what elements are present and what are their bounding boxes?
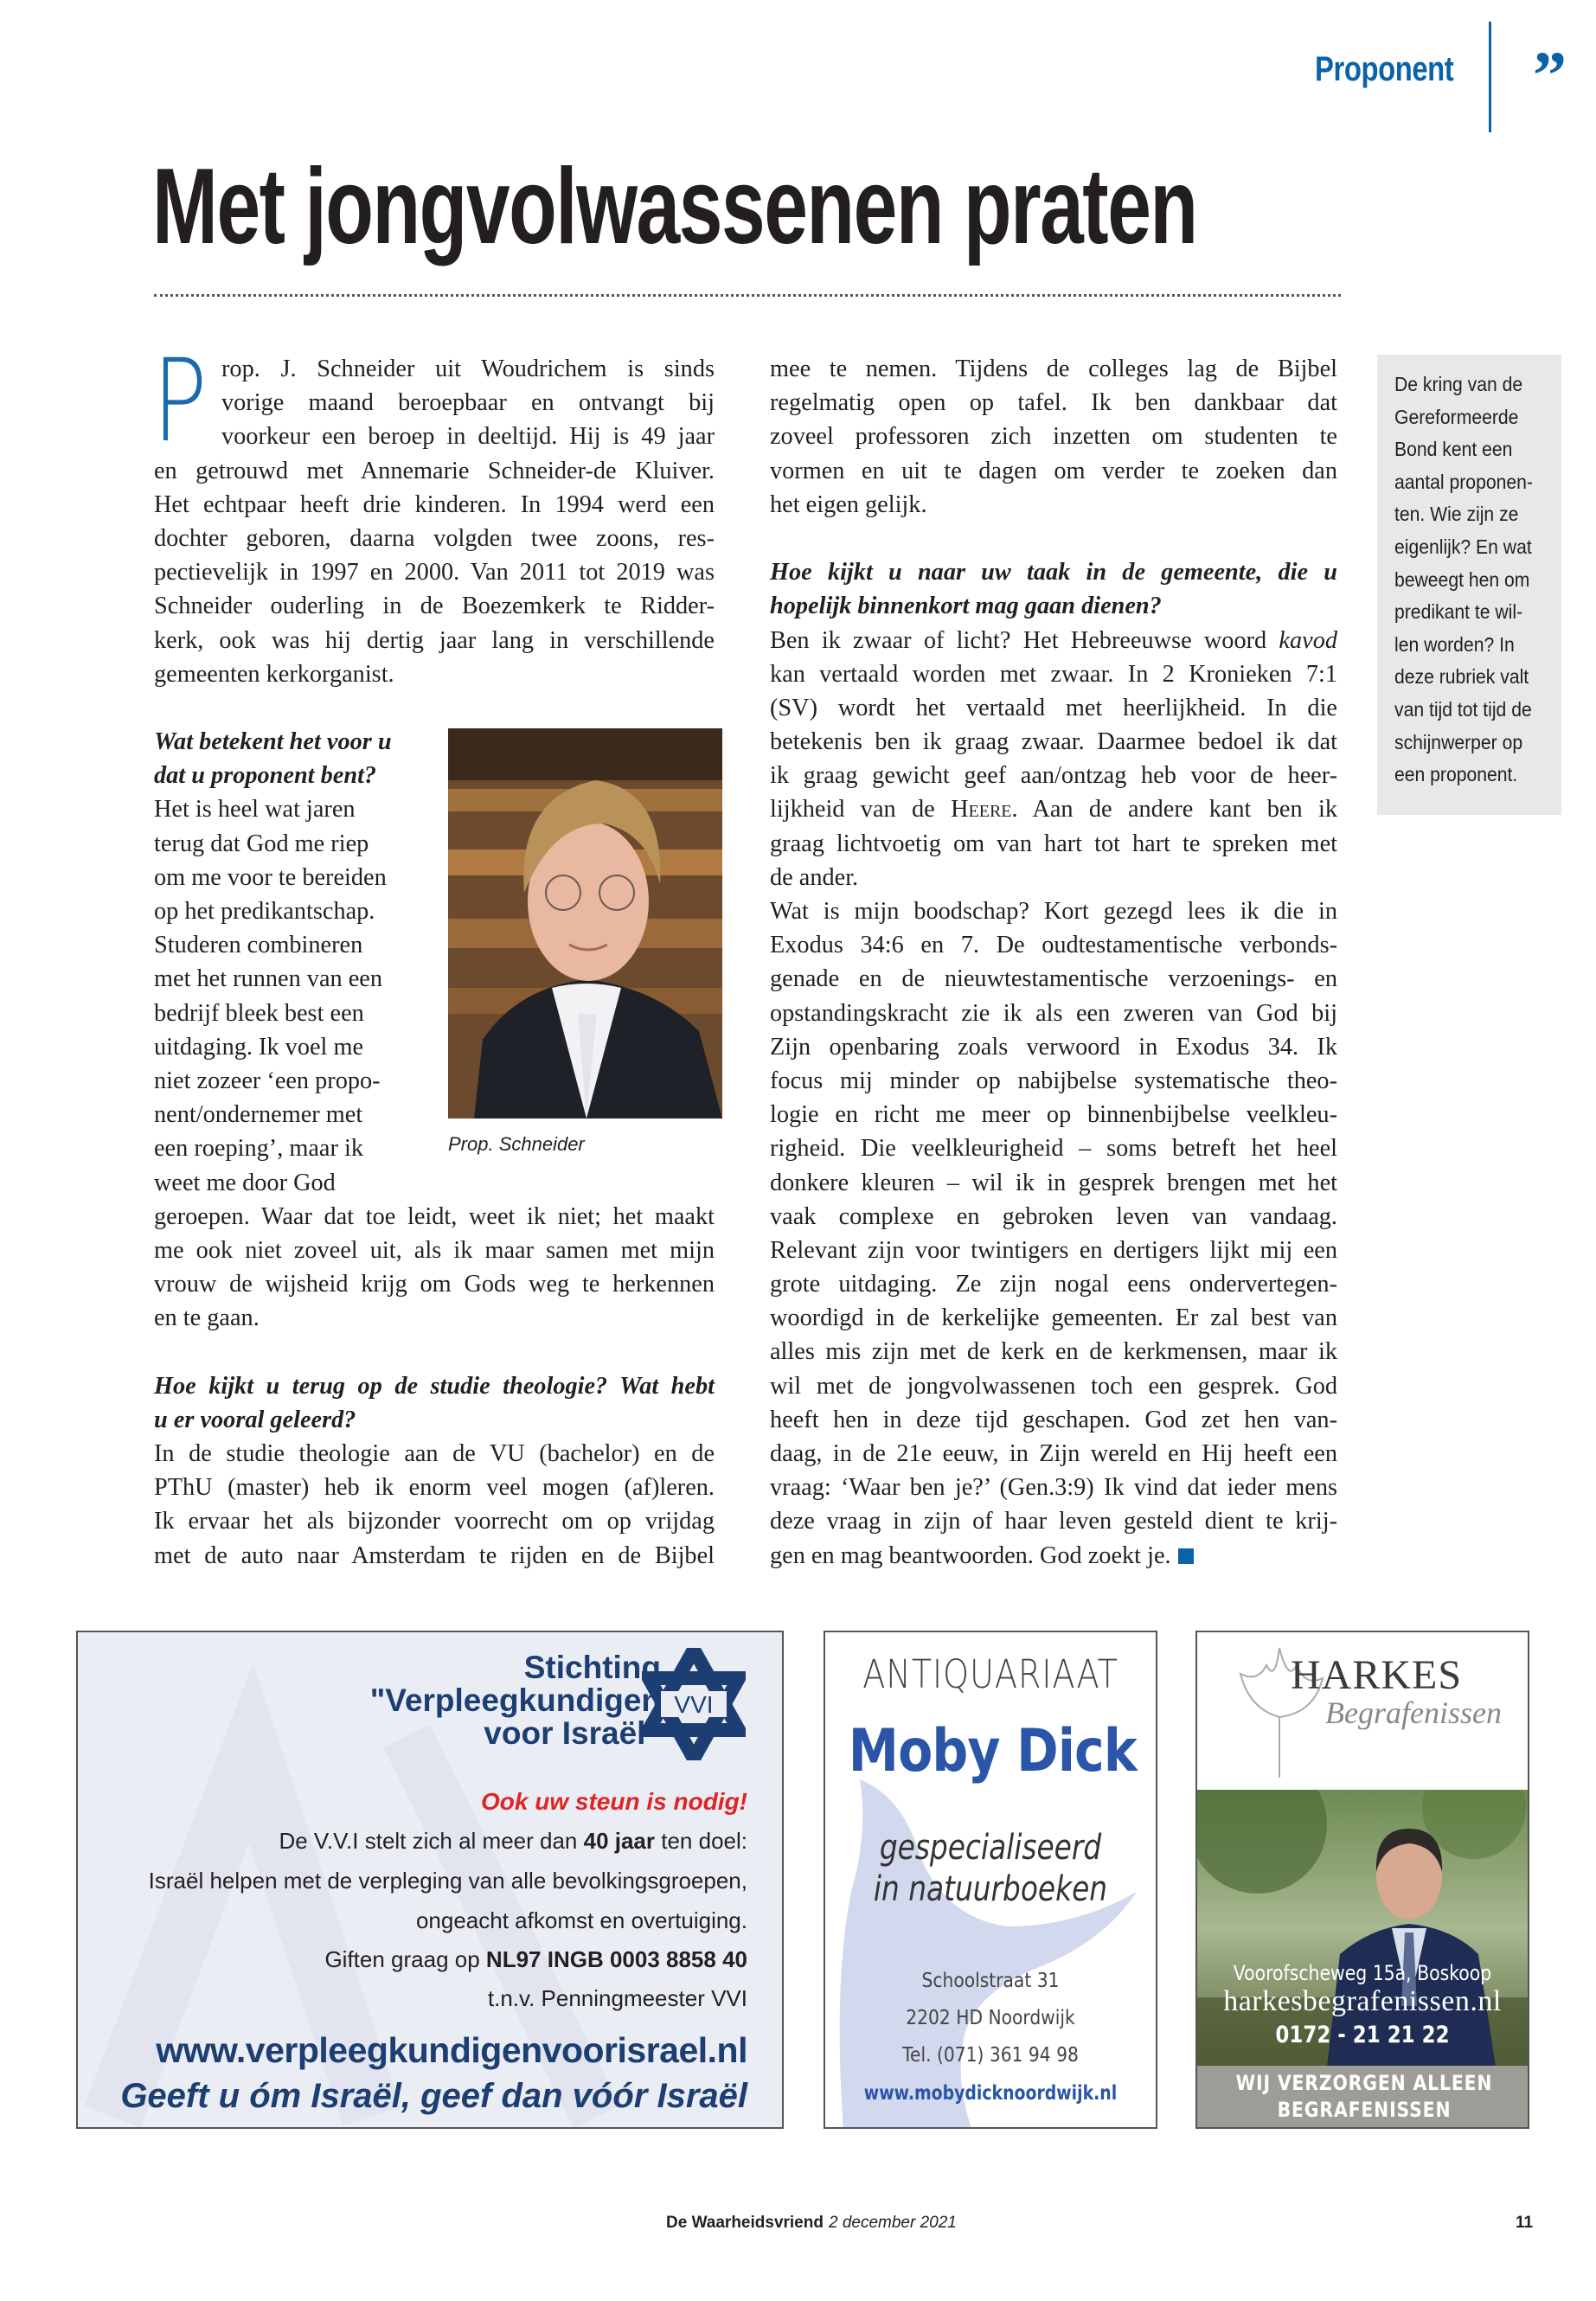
- text-line: [154, 1234, 715, 1267]
- question-line: [770, 555, 1337, 589]
- moby-phone: Tel. (071) 361 94 98: [902, 2044, 1079, 2067]
- text-segment: hopelijk binnenkort mag gaan dienen?: [770, 593, 1162, 620]
- sidebar-line: eigenlijk? En wat: [1394, 535, 1532, 558]
- text-segment: donkere kleuren – wil ik in gesprek brengen met het: [770, 1169, 1337, 1196]
- text-line: [770, 1437, 1337, 1471]
- text-line: [154, 1301, 715, 1335]
- text-line: [770, 861, 1337, 894]
- text-line: [770, 1131, 1337, 1165]
- text-line: [154, 1267, 715, 1301]
- end-mark-square-icon: [1178, 1548, 1194, 1564]
- text-line: [154, 555, 715, 589]
- text-segment: en te gaan.: [154, 1304, 260, 1332]
- text-segment: ik graag gewicht geef aan/ontzag heb voor de heer-: [770, 762, 1337, 790]
- text-segment: me ook niet zoveel uit, als ik maar samen met mijn: [154, 1236, 715, 1264]
- text-segment: Schneider ouderling in de Boezemkerk te Ridder-: [154, 593, 715, 620]
- text-segment: kerk, ook was hij dertig jaar lang in verschillende: [154, 626, 715, 654]
- vvi-slogan: Geeft u óm Israël, geef dan vóór Israël: [120, 2077, 747, 2115]
- moby-city: 2202 HD Noordwijk: [906, 2007, 1075, 2029]
- text-segment: uitdaging. Ik voel me: [154, 1033, 364, 1061]
- text-segment: mee te nemen. Tijdens de colleges lag de Bijbel: [770, 356, 1337, 382]
- text-line: [770, 624, 1337, 657]
- text-segment: Ben ik zwaar of licht? Het Hebreeuwse woord: [770, 626, 1279, 654]
- text-segment: het eigen gelijk.: [770, 490, 927, 518]
- text-line: [770, 792, 1337, 826]
- text-line: [154, 386, 715, 420]
- text-segment: heeft hen in deze tijd geschapen. God zet hen van-: [770, 1406, 1337, 1433]
- text-line: [770, 1539, 1337, 1573]
- text-segment: deze vraag in zijn of haar leven gesteld dient te krij-: [770, 1508, 1337, 1535]
- text-segment: logie en richt me meer op binnenbijbelse veelkleu-: [770, 1101, 1337, 1129]
- intro-sidebar: [1377, 355, 1561, 815]
- moby-kicker: ANTIQUARIAAT: [862, 1651, 1118, 1697]
- text-segment: wil met de jongvolwassenen toch een gesprek. God: [770, 1372, 1337, 1400]
- portrait-photo: [448, 728, 722, 1118]
- text-segment: PThU (master) heb ik enorm veel mogen (af)leren.: [154, 1474, 715, 1502]
- text-line: [770, 1471, 1337, 1504]
- text-segment: grote uitdaging. Ze zijn nogal eens ondervertegen-: [770, 1271, 1337, 1298]
- text-segment: op het predikantschap.: [154, 898, 375, 925]
- text-segment: gen en mag beantwoorden. God zoekt je.: [770, 1541, 1171, 1569]
- text-segment: alles mis zijn met de kerk en de kerkmensen, maar ik: [770, 1338, 1337, 1366]
- title-divider: [154, 294, 1341, 297]
- text-segment: bedrijf bleek best een: [154, 999, 364, 1027]
- text-line: [770, 894, 1337, 928]
- paragraph-gap: [154, 691, 715, 725]
- text-line: [770, 827, 1337, 861]
- section-label: Proponent: [1315, 50, 1454, 88]
- text-line: [154, 420, 715, 453]
- question-line: [154, 759, 413, 792]
- text-segment: dat u proponent bent?: [154, 762, 377, 790]
- harkes-url-link[interactable]: harkesbegrafenissen.nl: [1223, 1985, 1502, 2017]
- text-segment: lijkheid van de: [770, 796, 952, 824]
- text-segment: graag lichtvoetig om van hart tot hart te spreken met: [770, 830, 1337, 857]
- moby-spec: in natuurboeken: [873, 1869, 1108, 1909]
- text-line: [770, 725, 1337, 759]
- text-segment: In de studie theologie aan de VU (bachelor) en de: [154, 1440, 715, 1467]
- text-line: [154, 1166, 413, 1200]
- sidebar-line: De kring van de: [1394, 373, 1523, 395]
- text-segment: de ander.: [770, 863, 859, 891]
- text-line: [770, 1403, 1337, 1437]
- vvi-line: Israël helpen met de verpleging van alle bevolkingsgroepen,: [148, 1868, 747, 1894]
- article-title: Met jongvolwassenen praten: [152, 147, 1197, 266]
- text-segment: niet zozeer ‘een propo-: [154, 1067, 381, 1094]
- text-line: [154, 997, 413, 1030]
- small-caps-term: Heere: [951, 796, 1012, 824]
- text-line: [770, 420, 1337, 453]
- text-line: [154, 454, 715, 488]
- sidebar-line: len worden? In: [1394, 632, 1515, 656]
- text-segment: terug dat God me riep: [154, 830, 369, 857]
- question-line: [154, 1369, 715, 1403]
- text-segment: vrouw de wijsheid krijg om Gods weg te herkennen: [154, 1271, 715, 1298]
- bold-text: 40 jaar: [583, 1828, 656, 1854]
- text-line: [154, 827, 413, 861]
- text-segment: dochter geboren, daarna volgden twee zoons, res-: [154, 524, 715, 552]
- footer-publication: [666, 2214, 957, 2233]
- text-line: [770, 997, 1337, 1030]
- text-line: [154, 1539, 715, 1573]
- text-line: [770, 1166, 1337, 1200]
- text-line: [154, 1064, 413, 1098]
- sidebar-line: schijnwerper op: [1394, 730, 1523, 753]
- page-number: 11: [1516, 2214, 1534, 2232]
- question-line: [770, 589, 1337, 623]
- sidebar-line: Gereformeerde: [1394, 405, 1519, 428]
- text-line: [154, 1437, 715, 1471]
- text-line: [154, 894, 413, 928]
- text-segment: u er vooral geleerd?: [154, 1406, 356, 1433]
- question-line: [154, 1403, 715, 1437]
- text-line: [154, 792, 413, 826]
- text-line: [770, 1267, 1337, 1301]
- moby-street: Schoolstraat 31: [921, 1970, 1060, 1992]
- italic-term: kavod: [1279, 626, 1337, 654]
- text-line: [154, 1200, 715, 1234]
- text-line: [770, 759, 1337, 792]
- text-line: [770, 1234, 1337, 1267]
- harkes-address: Voorofscheweg 15a, Boskoop: [1233, 1961, 1492, 1985]
- text-segment: Relevant zijn voor twintigers en dertigers lijkt mij een: [770, 1236, 1337, 1264]
- text-segment: nent/ondernemer met: [154, 1101, 363, 1129]
- photo-caption: Prop. Schneider: [448, 1133, 585, 1155]
- text-segment: opstandingskracht zie ik als een zweren van God bij: [770, 999, 1337, 1027]
- text-line: [770, 1098, 1337, 1131]
- issue-date: 2 december 2021: [828, 2214, 957, 2232]
- text-segment: vraag: ‘Waar ben je?’ (Gen.3:9) Ik vind dat ieder mens: [770, 1474, 1337, 1502]
- text-segment: Wat betekent het voor u: [154, 728, 392, 756]
- vvi-title-line: "Verpleegkundigen: [369, 1682, 661, 1718]
- sidebar-line: deze rubriek valt: [1394, 665, 1529, 689]
- paragraph-gap: [770, 522, 1337, 555]
- text-segment: Het is heel wat jaren: [154, 796, 356, 824]
- text-segment: focus mij minder op nabijbelse systematische theo-: [770, 1067, 1337, 1094]
- harkes-band: [1197, 2066, 1529, 2129]
- vvi-line: ongeacht afkomst en overtuiging.: [415, 1907, 747, 1933]
- text-segment: kan vertaald worden met zwaar. In 2 Kronieken 7:1: [770, 660, 1337, 688]
- text-segment: en getrouwd met Annemarie Schneider-de Kluiver.: [154, 457, 715, 484]
- ad-vvi[interactable]: [76, 1631, 784, 2129]
- sidebar-line: beweegt hen om: [1394, 567, 1530, 591]
- text-line: [154, 657, 715, 691]
- text-segment: Hoe kijkt u terug op de studie theologie? Wat hebt: [154, 1372, 715, 1400]
- text-segment: . Aan de andere kant ben ik: [1011, 796, 1337, 824]
- vvi-line: [279, 1828, 747, 1855]
- text-line: [770, 488, 1337, 522]
- text-line: [154, 1504, 715, 1538]
- vvi-title-line: Stichting: [523, 1650, 661, 1685]
- text-line: [770, 928, 1337, 962]
- section-divider: [1489, 22, 1491, 132]
- text-line: [154, 1471, 715, 1504]
- moby-name: Moby Dick: [848, 1717, 1137, 1785]
- text-line: [770, 454, 1337, 488]
- text-segment: genade en de nieuwtestamentische verzoenings- en: [770, 965, 1337, 993]
- text-segment: vormen en uit te dagen om verder te zoeken dan: [770, 457, 1337, 484]
- text-segment: zoveel professoren zich inzetten om studenten te: [770, 423, 1337, 451]
- text-segment: Het echtpaar heeft drie kinderen. In 1994 werd een: [154, 490, 715, 518]
- question-line: [154, 725, 413, 759]
- vvi-tagline: Ook uw steun is nodig!: [481, 1788, 747, 1815]
- text-line: [770, 691, 1337, 725]
- ad-moby-dick[interactable]: [824, 1631, 1157, 2129]
- text-line: [770, 1335, 1337, 1368]
- text-line: [154, 624, 715, 657]
- text-segment: een roeping’, maar ik: [154, 1135, 363, 1163]
- text: De V.V.I stelt zich al meer dan: [279, 1828, 584, 1854]
- iban: NL97 INGB 0003 8858 40: [485, 1946, 747, 1972]
- text-line: [154, 1098, 413, 1131]
- text-segment: daag, in de 21e eeuw, in Zijn wereld en Hij heeft een: [770, 1440, 1337, 1467]
- text-segment: regelmatig open op tafel. Ik ben dankbaar dat: [770, 389, 1337, 417]
- text-segment: Wat is mijn boodschap? Kort gezegd lees ik die in: [770, 898, 1337, 925]
- text-line: [154, 861, 413, 894]
- drop-cap: P: [152, 335, 208, 468]
- text-segment: Ik ervaar het als bijzonder voorrecht om op vrijdag: [154, 1508, 715, 1535]
- harkes-band-line: BEGRAFENISSEN: [1277, 2098, 1452, 2122]
- harkes-sub: Begrafenissen: [1325, 1695, 1502, 1730]
- text-segment: Exodus 34:6 en 7. De oudtestamentische verbonds-: [770, 932, 1337, 959]
- text-segment: met de auto naar Amsterdam te rijden en de Bijbel: [154, 1541, 715, 1569]
- text-segment: betekenis ben ik graag zwaar. Daarmee bedoel ik dat: [770, 728, 1337, 756]
- logo-text: VVI: [674, 1691, 714, 1718]
- harkes-name: HARKES: [1291, 1652, 1463, 1698]
- moby-spec: gespecialiseerd: [879, 1828, 1102, 1868]
- text-segment: weet me door God: [154, 1169, 336, 1196]
- sidebar-text: [1377, 355, 1561, 792]
- harkes-band-line: WIJ VERZORGEN ALLEEN: [1235, 2071, 1493, 2095]
- text-line: [770, 352, 1337, 386]
- text-segment: woordigd in de kerkelijke gemeenten. Er zal best van: [770, 1304, 1337, 1332]
- paragraph-gap: [154, 1335, 715, 1368]
- vvi-line: [324, 1946, 747, 1973]
- text-line: [154, 1030, 413, 1064]
- text-line: [770, 386, 1337, 420]
- sidebar-line: van tijd tot tijd de: [1394, 697, 1532, 721]
- text-segment: voorkeur een beroep in deeltijd. Hij is 49 jaar: [221, 423, 715, 451]
- star-of-david-logo-icon: [642, 1648, 746, 1760]
- text-segment: vaak complexe en gebroken leven van vandaag.: [770, 1202, 1337, 1230]
- text-segment: Studeren combineren: [154, 932, 363, 959]
- ad-harkes[interactable]: [1195, 1631, 1529, 2129]
- text-line: [770, 962, 1337, 996]
- vvi-url-link[interactable]: www.verpleegkundigenvoorisrael.nl: [156, 2030, 747, 2070]
- text-line: [770, 1200, 1337, 1234]
- text-line: [154, 352, 715, 386]
- text: Giften graag op: [324, 1946, 486, 1972]
- harkes-phone: 0172 - 21 21 22: [1275, 2022, 1450, 2048]
- text: ten doel:: [655, 1828, 747, 1854]
- text-segment: righeid. Die veelkleurigheid – soms betreft het heel: [770, 1135, 1337, 1163]
- article-column-middle: [770, 352, 1337, 1573]
- text-line: [770, 1301, 1337, 1335]
- text-segment: (SV) wordt het vertaald met heerlijkheid. In die: [770, 694, 1337, 721]
- text-segment: rop. J. Schneider uit Woudrichem is sinds: [221, 356, 715, 382]
- vvi-line: t.n.v. Penningmeester VVI: [487, 1985, 747, 2011]
- vvi-title-line: voor Israël": [484, 1715, 661, 1751]
- sidebar-line: Bond kent een: [1394, 438, 1513, 461]
- text-line: [154, 589, 715, 623]
- text-line: [154, 488, 715, 522]
- text-segment: om me voor te bereiden: [154, 863, 387, 891]
- text-line: [770, 657, 1337, 691]
- sidebar-line: ten. Wie zijn ze: [1394, 503, 1519, 526]
- text-line: [154, 522, 715, 555]
- text-segment: pectievelijk in 1997 en 2000. Van 2011 tot 2019 was: [154, 559, 715, 586]
- sidebar-line: predikant te wil-: [1394, 600, 1523, 624]
- quote-icon: ”: [1533, 37, 1567, 112]
- text-segment: geroepen. Waar dat toe leidt, weet ik niet; het maakt: [154, 1202, 715, 1230]
- sidebar-line: aantal proponen-: [1394, 470, 1533, 493]
- text-line: [770, 1064, 1337, 1098]
- text-segment: Zijn openbaring zoals verwoord in Exodus 34. Ik: [770, 1033, 1337, 1061]
- text-line: [770, 1369, 1337, 1403]
- text-segment: met het runnen van een: [154, 965, 382, 993]
- sidebar-line: een proponent.: [1394, 763, 1518, 786]
- text-line: [770, 1030, 1337, 1064]
- text-line: [154, 1131, 413, 1165]
- text-segment: vorige maand beroepbaar en ontvangt bij: [221, 389, 715, 417]
- publication-name: De Waarheidsvriend: [666, 2214, 824, 2232]
- moby-url-link[interactable]: www.mobydicknoordwijk.nl: [863, 2082, 1118, 2105]
- text-line: [770, 1504, 1337, 1538]
- text-line: [154, 928, 413, 962]
- text-segment: gemeenten kerkorganist.: [154, 660, 394, 688]
- text-segment: Hoe kijkt u naar uw taak in de gemeente, die u: [770, 559, 1337, 586]
- text-line: [154, 962, 413, 996]
